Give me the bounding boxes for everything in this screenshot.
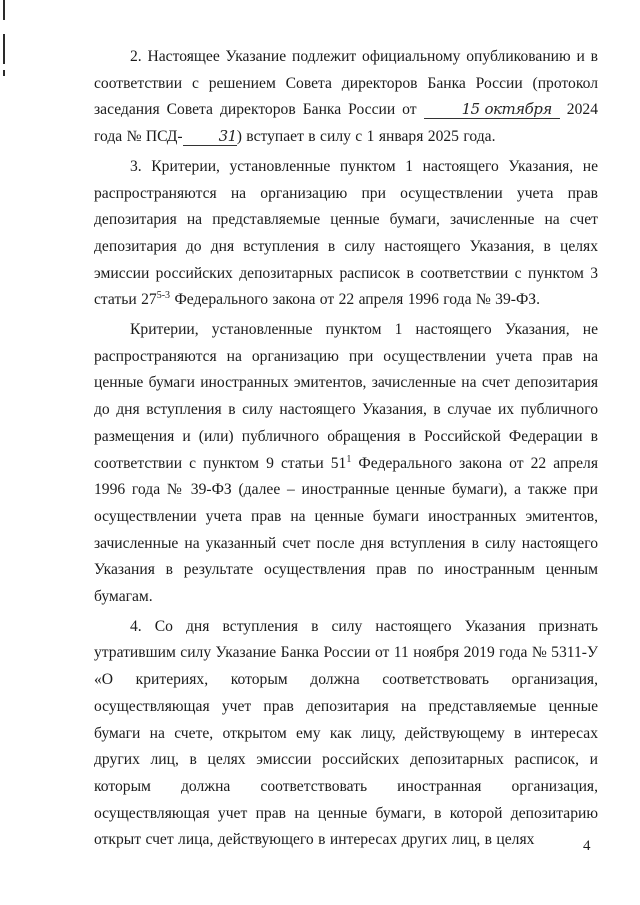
paragraph-2-text-start: 2. Настоящее Указание подлежит официальному опубликованию и в соответствии с решением Совета директоров Банка России (протокол заседания Совета директоров Банка России от [94, 48, 598, 119]
paragraph-2-text-mid: 2024 года № ПСД- [94, 101, 598, 146]
handwritten-date: 15 октября [424, 100, 560, 119]
paragraph-3-continued-text-start: Критерии, установленные пунктом 1 настоящего Указания, не распространяются на организацию при осуществлении учета прав на ценные бумаги иностранных эмитентов, зачисленные на счет депозитария до дня вступления в силу настоящего Указания, в случае их публичного размещения и (или) публичного обращения в Российской Федерации в соответствии с пунктом 9 статьи 51 [94, 321, 598, 472]
scan-edge-mark [3, 70, 5, 76]
paragraph-4: 4. Со дня вступления в силу настоящего Указания признать утратившим силу Указание Банка России от 11 ноября 2019 года № 5311-У «О критериях, которым должна соответствовать организация, осуществляющая учет прав депозитария на представляемые ценные бумаги на счете, открытом ему как лицу, действующему в интересах других лиц, в целях эмиссии российских депозитарных расписок, и которым должна соответствовать иностранная организация, осуществляющая учет прав на ценные бумаги, в которой депозитарию открыт счет лица, действующего в интересах других лиц, в целях [94, 617, 598, 849]
paragraph-2-text-end: ) вступает в силу с 1 января 2025 года. [236, 128, 496, 146]
article-superscript: 1 [346, 453, 352, 465]
paragraph-3-text-end: Федерального закона от 22 апреля 1996 года № 39-ФЗ. [170, 291, 540, 309]
article-superscript: 5-3 [156, 290, 171, 302]
paragraph-2 [94, 44, 598, 151]
paragraph-3-continued [94, 317, 598, 611]
paragraph-3-continued-text-end: Федерального закона от 22 апреля 1996 года № 39-ФЗ (далее – иностранные ценные бумаги), а также при осуществлении учета прав на ценные бумаги иностранных эмитентов, зачисленные на указанный счет после дня вступления в силу настоящего Указания в результате осуществления прав по иностранным ценным бумагам. [94, 454, 598, 606]
paragraph-3 [94, 154, 598, 314]
document-page [94, 44, 598, 854]
page-number: 4 [583, 838, 591, 854]
scan-edge-mark [3, 0, 5, 20]
scan-edge-mark [3, 34, 5, 64]
handwritten-protocol-number: 31 [183, 127, 237, 146]
paragraph-3-text-start: 3. Критерии, установленные пунктом 1 настоящего Указания, не распространяются на организацию при осуществлении учета прав депозитария на представляемые ценные бумаги, зачисленные на счет депозитария до дня вступления в силу настоящего Указания, в целях эмиссии российских депозитарных расписок в соответствии с пунктом 3 статьи 27 [94, 157, 598, 309]
